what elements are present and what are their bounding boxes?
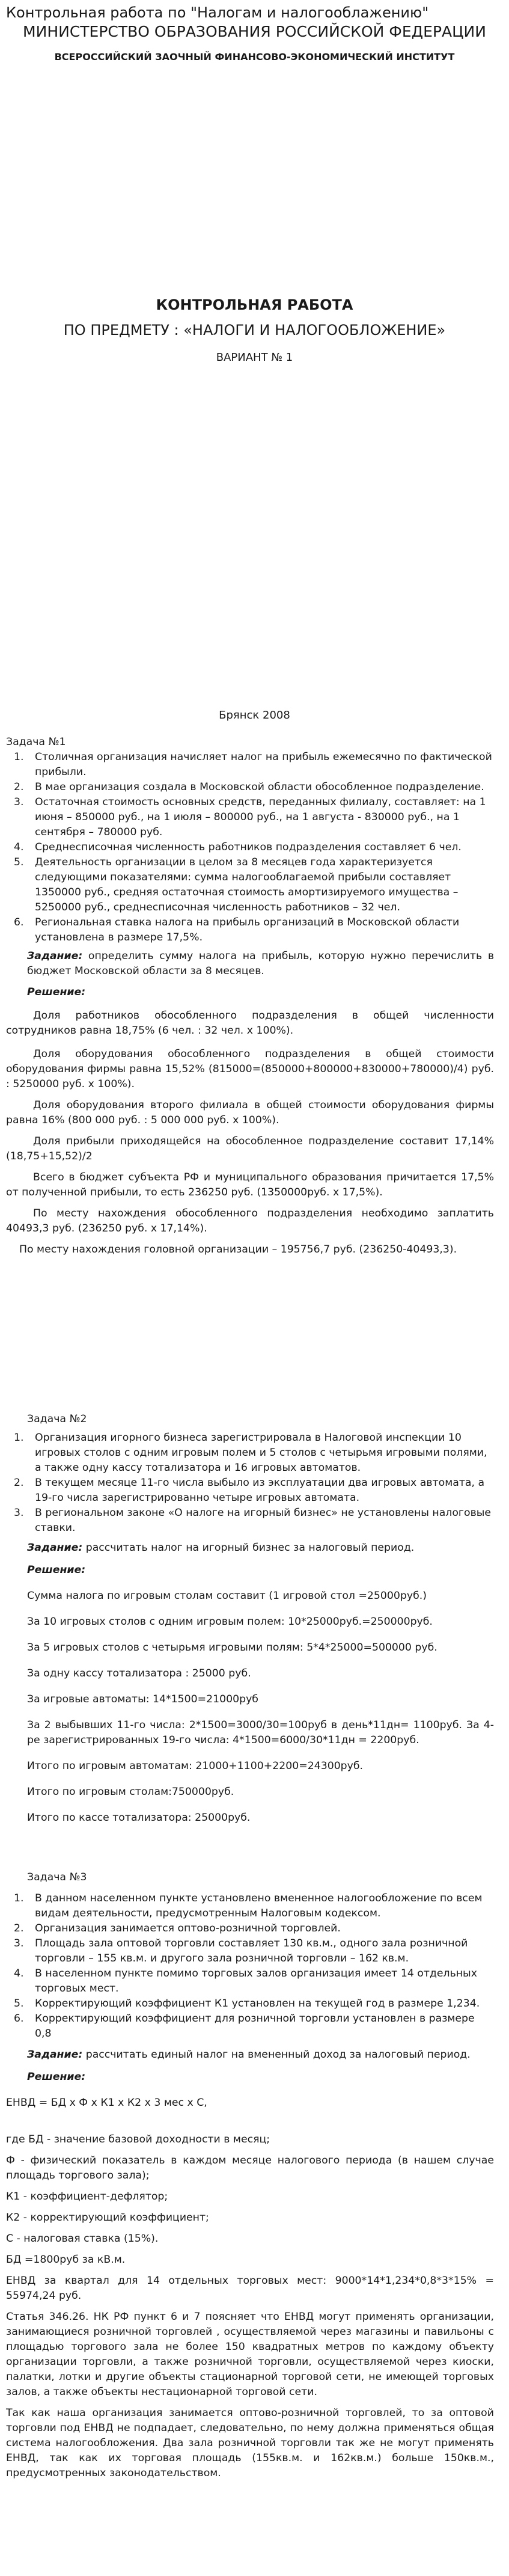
task3-assignment [0, 2047, 509, 2062]
task3-definition: ЕНВД за квартал для 14 отдельных торговых мест: 9000*14*1,234*0,8*3*15% = 55974,24 руб. [6, 2275, 494, 2302]
document-title: Контрольная работа по "Налогам и налогооблажению" [6, 4, 429, 21]
task2-solution-line: За 10 игровых столов с одним игровым полем: 10*25000руб.=250000руб. [27, 1616, 433, 1628]
task2-assignment-label: Задание: [27, 1542, 83, 1554]
task1-condition: Остаточная стоимость основных средств, переданных филиалу, составляет: на 1 июня – 850000 руб., на 1 июля – 800000 руб., на 1 августа - 830000 руб., на 1 сентября – 780000 руб. [35, 796, 486, 838]
task2-assignment [0, 1541, 509, 1556]
task3-definition: С - налоговая ставка (15%). [6, 2233, 159, 2245]
cover-city-year: Брянск 2008 [219, 709, 290, 722]
task3-condition: Площадь зала оптовой торговли составляет 130 кв.м., одного зала розничной торговли – 155 кв.м. и другого зала розничной торговли – 162 кв.м. [35, 1937, 468, 1964]
task3-definition: где БД - значение базовой доходности в месяц; [6, 2133, 270, 2145]
cover-subject: ПО ПРЕДМЕТУ : «НАЛОГИ И НАЛОГООБЛОЖЕНИЕ» [63, 322, 446, 339]
task1-condition: Среднесписочная численность работников подразделения составляет 6 чел. [35, 841, 462, 853]
task1-solution-line: Доля прибыли приходящейся на обособленное подразделение составит 17,14% (18,75+15,52)/2 [6, 1135, 494, 1162]
task2-condition: В текущем месяце 11-го числа выбыло из эксплуатации два игровых автомата, а 19-го числа зарегистрированно четыре игровых автомата. [35, 1477, 485, 1504]
task3-conclusion: Так как наша организация занимается оптово-розничной торговлей, то за оптовой торговли под ЕНВД не подпадает, следовательно, по нему должна применяться общая система налогообложения. Два зала розничной торговли так же не могут применять ЕНВД, так как их торговая площадь (155кв.м. и 162кв.м.) больше 150кв.м., предусмотренных законодательством. [6, 2407, 494, 2479]
task2-solution-line: За игровые автоматы: 14*1500=21000руб [27, 1693, 258, 1705]
task1-solution-line: Доля оборудования обособленного подразделения в общей стоимости оборудования фирмы равна 15,52% (815000=(850000+800000+830000+780000)/4) руб. : 5250000 руб. х 100%). [6, 1048, 494, 1090]
task1-solution-line: По месту нахождения головной организации – 195756,7 руб. (236250-40493,3). [19, 1244, 457, 1256]
task1-solution-line: По месту нахождения обособленного подразделения необходимо заплатить 40493,3 руб. (236250 руб. х 17,14%). [6, 1207, 494, 1234]
task2-assignment-text: рассчитать налог на игорный бизнес за налоговый период. [82, 1542, 415, 1554]
task3-explanation: Статья 346.26. НК РФ пункт 6 и 7 поясняет что ЕНВД могут применять организации, занимающиеся розничной торговлей , осуществляемой через магазины и павильоны с площадью торгового зала не более 150 квадратных метров по каждому объекту организации торговли, а также розничной торговли, осуществляемой через киоски, палатки, лотки и другие объекты стационарной торговой сети, не имеющей торговых залов, а также объекты нестационарной торговой сети. [6, 2311, 494, 2398]
task2-solution-line: Итого по кассе тотализатора: 25000руб. [27, 1812, 251, 1824]
ministry-name: МИНИСТЕРСТВО ОБРАЗОВАНИЯ РОССИЙСКОЙ ФЕДЕРАЦИИ [23, 23, 486, 40]
task3-solution-label: Решение: [27, 2071, 86, 2083]
cover-title: КОНТРОЛЬНАЯ РАБОТА [156, 296, 353, 313]
task3-conditions [0, 1891, 509, 2041]
task2-condition: Организация игорного бизнеса зарегистрировала в Налоговой инспекции 10 игровых столов с одним игровым полем и 5 столов с четырьмя игровыми полями, а также одну кассу тотализатора и 16 игровых автоматов. [35, 1432, 487, 1474]
task2-conditions [0, 1431, 509, 1536]
task1-section [0, 735, 509, 1257]
task1-assignment-text: определить сумму налога на прибыль, которую нужно перечислить в бюджет Московской области за 8 месяцев. [27, 950, 494, 977]
task1-solution-line: Доля работников обособленного подразделения в общей численности сотрудников равна 18,75% (6 чел. : 32 чел. х 100%). [6, 1010, 494, 1037]
task2-solution-line: За 5 игровых столов с четырьмя игровыми полям: 5*4*25000=500000 руб. [27, 1642, 437, 1654]
task1-solution-line: Всего в бюджет субъекта РФ и муниципального образования причитается 17,5% от полученной прибыли, то есть 236250 руб. (1350000руб. х 17,5%). [6, 1171, 494, 1198]
task1-solution-line: Доля оборудования второго филиала в общей стоимости оборудования фирмы равна 16% (800 000 руб. : 5 000 000 руб. х 100%). [6, 1099, 494, 1126]
task3-condition: Корректирующий коэффициент для розничной торговли установлен в размере 0,8 [35, 2013, 475, 2040]
task3-condition: Организация занимается оптово-розничной торговлей. [35, 1922, 341, 1934]
task3-assignment-text: рассчитать единый налог на вмененный доход за налоговый период. [82, 2049, 471, 2061]
task3-heading: Задача №3 [27, 1871, 87, 1883]
task2-solution-line: За 2 выбывших 11-го числа: 2*1500=3000/30=100руб в день*11дн= 1100руб. За 4-ре зарегистрированных 19-го числа: 4*1500=6000/30*11дн = 2200руб. [27, 1719, 494, 1746]
task3-condition: В данном населенном пункте установлено вмененное налогообложение по всем видам деятельности, предусмотренным Налоговым кодексом. [35, 1892, 483, 1919]
task1-condition: Деятельность организации в целом за 8 месяцев года характеризуется следующими показателями: сумма налогооблагаемой прибыли составляет 1350000 руб., средняя остаточная стоимость амортизируемого имущества – 5250000 руб., среднесписочная численность работников – 32 чел. [35, 856, 459, 913]
task1-condition: Столичная организация начисляет налог на прибыль ежемесячно по фактической прибыли. [35, 751, 492, 778]
task3-condition: Корректирующий коэффициент К1 установлен на текущей год в размере 1,234. [35, 1998, 480, 2010]
task1-heading: Задача №1 [6, 736, 66, 748]
task1-condition: Региональная ставка налога на прибыль организаций в Московской области установлена в размере 17,5%. [35, 916, 460, 943]
institute-name: ВСЕРОССИЙСКИЙ ЗАОЧНЫЙ ФИНАНСОВО-ЭКОНОМИЧЕСКИЙ ИНСТИТУТ [54, 51, 455, 63]
task1-assignment [0, 949, 509, 979]
task3-condition: В населенном пункте помимо торговых залов организация имеет 14 отдельных торговых мест. [35, 1967, 477, 1995]
task3-section [0, 1870, 509, 2481]
task1-solution-label: Решение: [27, 986, 86, 998]
task2-solution-label: Решение: [27, 1564, 86, 1576]
task2-solution-line: Сумма налога по игровым столам составит (1 игровой стол =25000руб.) [27, 1590, 427, 1602]
task2-heading: Задача №2 [27, 1413, 87, 1425]
task3-assignment-label: Задание: [27, 2049, 83, 2061]
cover-variant: ВАРИАНТ № 1 [216, 351, 293, 364]
task2-section [0, 1412, 509, 1826]
task2-solution-line: За одну кассу тотализатора : 25000 руб. [27, 1667, 251, 1679]
task3-formula: ЕНВД = БД х Ф х К1 х К2 х 3 мес х С, [6, 2097, 207, 2109]
task2-solution-line: Итого по игровым автоматам: 21000+1100+2200=24300руб. [27, 1760, 364, 1772]
task1-conditions [0, 750, 509, 945]
task1-condition: В мае организация создала в Московской области обособленное подразделение. [35, 781, 484, 793]
task2-condition: В региональном законе «О налоге на игорный бизнес» не установлены налоговые ставки. [35, 1507, 492, 1534]
task3-definition: К2 - корректирующий коэффициент; [6, 2212, 209, 2224]
task1-assignment-label: Задание: [27, 950, 83, 962]
task3-definition: Ф - физический показатель в каждом месяце налогового периода (в нашем случае площадь торгового зала); [6, 2154, 494, 2182]
task3-definition: К1 - коэффициент-дефлятор; [6, 2191, 168, 2203]
task3-definition: БД =1800руб за кВ.м. [6, 2254, 126, 2266]
task2-solution-line: Итого по игровым столам:750000руб. [27, 1786, 234, 1798]
